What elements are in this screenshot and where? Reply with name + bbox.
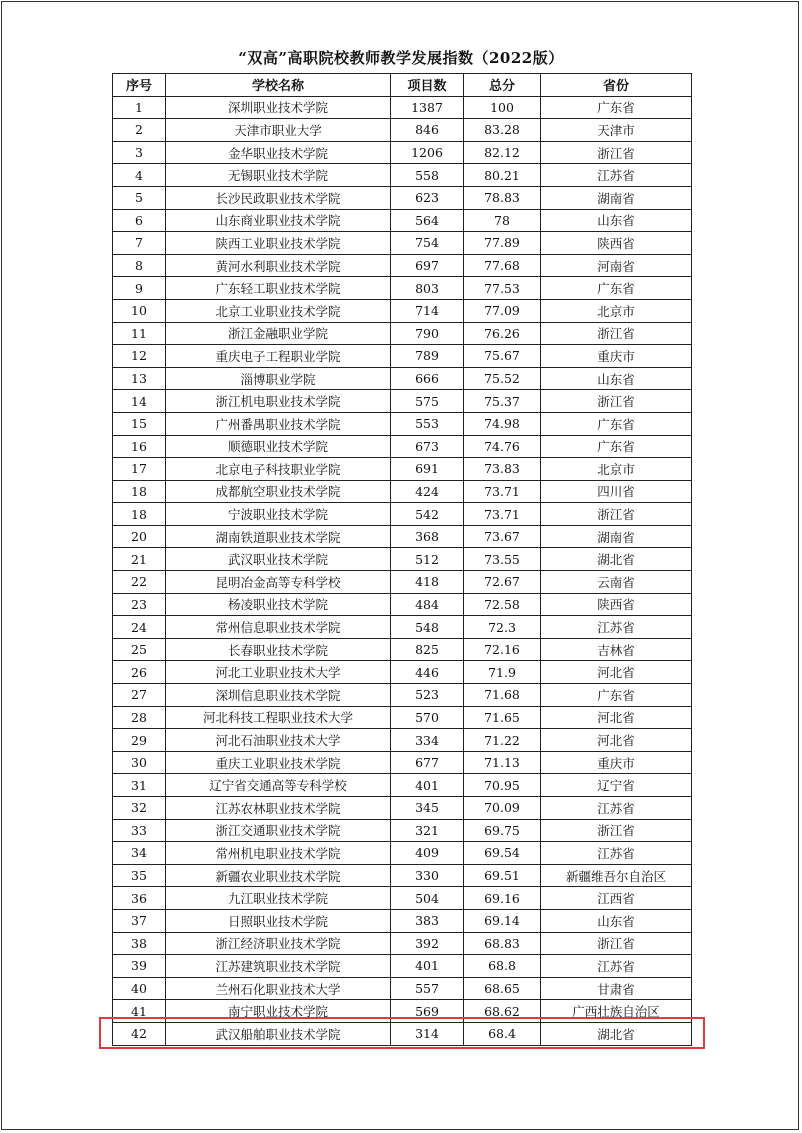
cell-province: 山东省 bbox=[541, 909, 692, 932]
cell-school-name: 广东轻工职业技术学院 bbox=[166, 277, 391, 300]
cell-project-count: 557 bbox=[391, 977, 464, 1000]
header-project-count: 项目数 bbox=[391, 74, 464, 97]
cell-province: 广东省 bbox=[541, 277, 692, 300]
cell-rank: 14 bbox=[113, 390, 166, 413]
table-row bbox=[113, 1022, 692, 1045]
table-row bbox=[113, 299, 692, 322]
cell-total-score: 82.12 bbox=[464, 141, 541, 164]
cell-rank: 25 bbox=[113, 638, 166, 661]
cell-project-count: 383 bbox=[391, 909, 464, 932]
cell-rank: 36 bbox=[113, 887, 166, 910]
cell-project-count: 321 bbox=[391, 819, 464, 842]
table-row bbox=[113, 548, 692, 571]
cell-school-name: 浙江交通职业技术学院 bbox=[166, 819, 391, 842]
table-row bbox=[113, 751, 692, 774]
cell-total-score: 72.16 bbox=[464, 638, 541, 661]
cell-school-name: 北京工业职业技术学院 bbox=[166, 299, 391, 322]
cell-total-score: 73.71 bbox=[464, 503, 541, 526]
cell-school-name: 天津市职业大学 bbox=[166, 119, 391, 142]
table-row bbox=[113, 141, 692, 164]
cell-school-name: 日照职业技术学院 bbox=[166, 909, 391, 932]
cell-school-name: 重庆电子工程职业学院 bbox=[166, 345, 391, 368]
table-row bbox=[113, 458, 692, 481]
cell-province: 辽宁省 bbox=[541, 774, 692, 797]
cell-rank: 22 bbox=[113, 571, 166, 594]
cell-province: 天津市 bbox=[541, 119, 692, 142]
cell-province: 广东省 bbox=[541, 96, 692, 119]
cell-rank: 34 bbox=[113, 842, 166, 865]
cell-school-name: 新疆农业职业技术学院 bbox=[166, 864, 391, 887]
cell-rank: 41 bbox=[113, 1000, 166, 1023]
cell-total-score: 72.58 bbox=[464, 593, 541, 616]
cell-province: 江苏省 bbox=[541, 616, 692, 639]
table-row bbox=[113, 797, 692, 820]
cell-rank: 20 bbox=[113, 525, 166, 548]
cell-rank: 24 bbox=[113, 616, 166, 639]
table-row bbox=[113, 638, 692, 661]
cell-total-score: 71.68 bbox=[464, 684, 541, 707]
cell-school-name: 九江职业技术学院 bbox=[166, 887, 391, 910]
cell-province: 北京市 bbox=[541, 299, 692, 322]
cell-school-name: 山东商业职业技术学院 bbox=[166, 209, 391, 232]
cell-project-count: 548 bbox=[391, 616, 464, 639]
cell-school-name: 江苏农林职业技术学院 bbox=[166, 797, 391, 820]
cell-rank: 5 bbox=[113, 186, 166, 209]
table-row bbox=[113, 209, 692, 232]
cell-school-name: 杨凌职业技术学院 bbox=[166, 593, 391, 616]
table-row bbox=[113, 96, 692, 119]
cell-school-name: 陕西工业职业技术学院 bbox=[166, 232, 391, 255]
cell-rank: 3 bbox=[113, 141, 166, 164]
table-row bbox=[113, 480, 692, 503]
cell-rank: 13 bbox=[113, 367, 166, 390]
cell-total-score: 68.4 bbox=[464, 1022, 541, 1045]
cell-project-count: 424 bbox=[391, 480, 464, 503]
cell-project-count: 558 bbox=[391, 164, 464, 187]
table-row bbox=[113, 955, 692, 978]
table-row bbox=[113, 616, 692, 639]
cell-rank: 29 bbox=[113, 729, 166, 752]
cell-rank: 18 bbox=[113, 480, 166, 503]
document-title: “双高”高职院校教师教学发展指数（2022版） bbox=[238, 49, 564, 67]
cell-project-count: 345 bbox=[391, 797, 464, 820]
cell-rank: 33 bbox=[113, 819, 166, 842]
table-row bbox=[113, 593, 692, 616]
cell-province: 广西壮族自治区 bbox=[541, 1000, 692, 1023]
cell-province: 河北省 bbox=[541, 706, 692, 729]
cell-province: 河南省 bbox=[541, 254, 692, 277]
cell-rank: 2 bbox=[113, 119, 166, 142]
header-school-name: 学校名称 bbox=[166, 74, 391, 97]
cell-rank: 38 bbox=[113, 932, 166, 955]
cell-school-name: 无锡职业技术学院 bbox=[166, 164, 391, 187]
cell-total-score: 78.83 bbox=[464, 186, 541, 209]
table-row bbox=[113, 774, 692, 797]
cell-project-count: 803 bbox=[391, 277, 464, 300]
cell-total-score: 72.3 bbox=[464, 616, 541, 639]
cell-school-name: 常州机电职业技术学院 bbox=[166, 842, 391, 865]
cell-province: 吉林省 bbox=[541, 638, 692, 661]
cell-school-name: 江苏建筑职业技术学院 bbox=[166, 955, 391, 978]
cell-project-count: 569 bbox=[391, 1000, 464, 1023]
cell-province: 江苏省 bbox=[541, 164, 692, 187]
cell-total-score: 73.83 bbox=[464, 458, 541, 481]
table-row bbox=[113, 232, 692, 255]
table-row bbox=[113, 909, 692, 932]
cell-project-count: 666 bbox=[391, 367, 464, 390]
cell-rank: 39 bbox=[113, 955, 166, 978]
cell-province: 浙江省 bbox=[541, 819, 692, 842]
cell-school-name: 淄博职业学院 bbox=[166, 367, 391, 390]
cell-total-score: 73.67 bbox=[464, 525, 541, 548]
cell-total-score: 80.21 bbox=[464, 164, 541, 187]
table-row bbox=[113, 412, 692, 435]
cell-project-count: 575 bbox=[391, 390, 464, 413]
ranking-table bbox=[112, 73, 692, 1046]
cell-total-score: 68.83 bbox=[464, 932, 541, 955]
table-row bbox=[113, 571, 692, 594]
table-row bbox=[113, 1000, 692, 1023]
cell-total-score: 71.22 bbox=[464, 729, 541, 752]
cell-total-score: 69.14 bbox=[464, 909, 541, 932]
cell-project-count: 368 bbox=[391, 525, 464, 548]
cell-total-score: 68.65 bbox=[464, 977, 541, 1000]
cell-school-name: 深圳职业技术学院 bbox=[166, 96, 391, 119]
cell-school-name: 深圳信息职业技术学院 bbox=[166, 684, 391, 707]
cell-project-count: 334 bbox=[391, 729, 464, 752]
cell-total-score: 78 bbox=[464, 209, 541, 232]
cell-project-count: 789 bbox=[391, 345, 464, 368]
cell-total-score: 68.62 bbox=[464, 1000, 541, 1023]
cell-total-score: 73.71 bbox=[464, 480, 541, 503]
cell-province: 云南省 bbox=[541, 571, 692, 594]
cell-total-score: 75.37 bbox=[464, 390, 541, 413]
table-row bbox=[113, 525, 692, 548]
cell-school-name: 湖南铁道职业技术学院 bbox=[166, 525, 391, 548]
table-row bbox=[113, 503, 692, 526]
table-row bbox=[113, 887, 692, 910]
cell-rank: 42 bbox=[113, 1022, 166, 1045]
cell-project-count: 691 bbox=[391, 458, 464, 481]
cell-project-count: 673 bbox=[391, 435, 464, 458]
cell-rank: 10 bbox=[113, 299, 166, 322]
cell-project-count: 564 bbox=[391, 209, 464, 232]
cell-province: 陕西省 bbox=[541, 232, 692, 255]
cell-school-name: 长沙民政职业技术学院 bbox=[166, 186, 391, 209]
table-row bbox=[113, 322, 692, 345]
cell-school-name: 河北石油职业技术大学 bbox=[166, 729, 391, 752]
cell-total-score: 77.09 bbox=[464, 299, 541, 322]
cell-total-score: 100 bbox=[464, 96, 541, 119]
cell-school-name: 广州番禺职业技术学院 bbox=[166, 412, 391, 435]
cell-total-score: 69.51 bbox=[464, 864, 541, 887]
cell-province: 江苏省 bbox=[541, 842, 692, 865]
table-row bbox=[113, 277, 692, 300]
cell-rank: 26 bbox=[113, 661, 166, 684]
cell-project-count: 754 bbox=[391, 232, 464, 255]
table-row bbox=[113, 819, 692, 842]
cell-total-score: 68.8 bbox=[464, 955, 541, 978]
cell-project-count: 790 bbox=[391, 322, 464, 345]
cell-province: 北京市 bbox=[541, 458, 692, 481]
cell-project-count: 409 bbox=[391, 842, 464, 865]
cell-province: 山东省 bbox=[541, 367, 692, 390]
cell-school-name: 河北科技工程职业技术大学 bbox=[166, 706, 391, 729]
cell-project-count: 523 bbox=[391, 684, 464, 707]
cell-province: 广东省 bbox=[541, 684, 692, 707]
cell-project-count: 401 bbox=[391, 955, 464, 978]
cell-province: 陕西省 bbox=[541, 593, 692, 616]
cell-school-name: 宁波职业技术学院 bbox=[166, 503, 391, 526]
cell-rank: 31 bbox=[113, 774, 166, 797]
cell-school-name: 浙江机电职业技术学院 bbox=[166, 390, 391, 413]
cell-project-count: 418 bbox=[391, 571, 464, 594]
cell-total-score: 70.09 bbox=[464, 797, 541, 820]
table-row bbox=[113, 119, 692, 142]
table-row bbox=[113, 842, 692, 865]
cell-province: 湖南省 bbox=[541, 186, 692, 209]
cell-school-name: 河北工业职业技术大学 bbox=[166, 661, 391, 684]
cell-province: 新疆维吾尔自治区 bbox=[541, 864, 692, 887]
cell-total-score: 71.65 bbox=[464, 706, 541, 729]
cell-project-count: 542 bbox=[391, 503, 464, 526]
cell-project-count: 570 bbox=[391, 706, 464, 729]
table-row bbox=[113, 367, 692, 390]
cell-rank: 30 bbox=[113, 751, 166, 774]
cell-total-score: 83.28 bbox=[464, 119, 541, 142]
cell-rank: 12 bbox=[113, 345, 166, 368]
cell-province: 重庆市 bbox=[541, 751, 692, 774]
cell-school-name: 浙江经济职业技术学院 bbox=[166, 932, 391, 955]
cell-province: 江苏省 bbox=[541, 797, 692, 820]
cell-total-score: 75.67 bbox=[464, 345, 541, 368]
table-row bbox=[113, 254, 692, 277]
cell-province: 湖南省 bbox=[541, 525, 692, 548]
cell-rank: 9 bbox=[113, 277, 166, 300]
cell-school-name: 昆明冶金高等专科学校 bbox=[166, 571, 391, 594]
cell-school-name: 兰州石化职业技术大学 bbox=[166, 977, 391, 1000]
cell-rank: 6 bbox=[113, 209, 166, 232]
cell-project-count: 1206 bbox=[391, 141, 464, 164]
cell-total-score: 73.55 bbox=[464, 548, 541, 571]
cell-project-count: 314 bbox=[391, 1022, 464, 1045]
cell-rank: 4 bbox=[113, 164, 166, 187]
table-row bbox=[113, 864, 692, 887]
cell-project-count: 446 bbox=[391, 661, 464, 684]
cell-total-score: 77.89 bbox=[464, 232, 541, 255]
cell-school-name: 顺德职业技术学院 bbox=[166, 435, 391, 458]
cell-rank: 40 bbox=[113, 977, 166, 1000]
cell-province: 湖北省 bbox=[541, 1022, 692, 1045]
cell-rank: 28 bbox=[113, 706, 166, 729]
cell-project-count: 484 bbox=[391, 593, 464, 616]
cell-total-score: 72.67 bbox=[464, 571, 541, 594]
cell-province: 浙江省 bbox=[541, 322, 692, 345]
cell-total-score: 75.52 bbox=[464, 367, 541, 390]
cell-rank: 11 bbox=[113, 322, 166, 345]
table-header-row bbox=[113, 74, 692, 97]
header-province: 省份 bbox=[541, 74, 692, 97]
cell-project-count: 392 bbox=[391, 932, 464, 955]
cell-total-score: 71.13 bbox=[464, 751, 541, 774]
cell-total-score: 77.53 bbox=[464, 277, 541, 300]
cell-rank: 18 bbox=[113, 503, 166, 526]
cell-province: 河北省 bbox=[541, 729, 692, 752]
cell-school-name: 成都航空职业技术学院 bbox=[166, 480, 391, 503]
cell-school-name: 武汉职业技术学院 bbox=[166, 548, 391, 571]
cell-province: 四川省 bbox=[541, 480, 692, 503]
cell-project-count: 504 bbox=[391, 887, 464, 910]
cell-total-score: 69.54 bbox=[464, 842, 541, 865]
table-row bbox=[113, 164, 692, 187]
cell-province: 山东省 bbox=[541, 209, 692, 232]
cell-rank: 7 bbox=[113, 232, 166, 255]
cell-project-count: 846 bbox=[391, 119, 464, 142]
header-rank: 序号 bbox=[113, 74, 166, 97]
table-row bbox=[113, 186, 692, 209]
cell-rank: 8 bbox=[113, 254, 166, 277]
cell-project-count: 677 bbox=[391, 751, 464, 774]
cell-school-name: 金华职业技术学院 bbox=[166, 141, 391, 164]
cell-rank: 16 bbox=[113, 435, 166, 458]
header-total-score: 总分 bbox=[464, 74, 541, 97]
cell-rank: 17 bbox=[113, 458, 166, 481]
cell-project-count: 1387 bbox=[391, 96, 464, 119]
cell-total-score: 76.26 bbox=[464, 322, 541, 345]
table-row bbox=[113, 345, 692, 368]
cell-project-count: 512 bbox=[391, 548, 464, 571]
table-row bbox=[113, 729, 692, 752]
cell-school-name: 辽宁省交通高等专科学校 bbox=[166, 774, 391, 797]
cell-rank: 1 bbox=[113, 96, 166, 119]
cell-rank: 21 bbox=[113, 548, 166, 571]
cell-rank: 23 bbox=[113, 593, 166, 616]
cell-total-score: 69.16 bbox=[464, 887, 541, 910]
cell-province: 广东省 bbox=[541, 435, 692, 458]
cell-province: 河北省 bbox=[541, 661, 692, 684]
cell-project-count: 330 bbox=[391, 864, 464, 887]
cell-total-score: 70.95 bbox=[464, 774, 541, 797]
cell-rank: 32 bbox=[113, 797, 166, 820]
cell-province: 湖北省 bbox=[541, 548, 692, 571]
cell-rank: 27 bbox=[113, 684, 166, 707]
table-row-highlighted bbox=[113, 977, 692, 1000]
cell-project-count: 825 bbox=[391, 638, 464, 661]
cell-rank: 35 bbox=[113, 864, 166, 887]
cell-project-count: 697 bbox=[391, 254, 464, 277]
cell-school-name: 武汉船舶职业技术学院 bbox=[166, 1022, 391, 1045]
cell-project-count: 714 bbox=[391, 299, 464, 322]
cell-province: 江西省 bbox=[541, 887, 692, 910]
table-row bbox=[113, 390, 692, 413]
cell-total-score: 69.75 bbox=[464, 819, 541, 842]
cell-province: 浙江省 bbox=[541, 503, 692, 526]
cell-province: 重庆市 bbox=[541, 345, 692, 368]
cell-project-count: 623 bbox=[391, 186, 464, 209]
cell-province: 广东省 bbox=[541, 412, 692, 435]
cell-school-name: 黄河水利职业技术学院 bbox=[166, 254, 391, 277]
cell-province: 浙江省 bbox=[541, 932, 692, 955]
cell-province: 浙江省 bbox=[541, 390, 692, 413]
cell-total-score: 74.76 bbox=[464, 435, 541, 458]
cell-school-name: 长春职业技术学院 bbox=[166, 638, 391, 661]
table-row bbox=[113, 932, 692, 955]
cell-project-count: 553 bbox=[391, 412, 464, 435]
cell-school-name: 常州信息职业技术学院 bbox=[166, 616, 391, 639]
table-row bbox=[113, 706, 692, 729]
cell-total-score: 74.98 bbox=[464, 412, 541, 435]
cell-total-score: 77.68 bbox=[464, 254, 541, 277]
cell-total-score: 71.9 bbox=[464, 661, 541, 684]
cell-school-name: 重庆工业职业技术学院 bbox=[166, 751, 391, 774]
cell-school-name: 北京电子科技职业学院 bbox=[166, 458, 391, 481]
table-row bbox=[113, 684, 692, 707]
cell-project-count: 401 bbox=[391, 774, 464, 797]
table-row bbox=[113, 661, 692, 684]
cell-rank: 15 bbox=[113, 412, 166, 435]
table-row bbox=[113, 435, 692, 458]
cell-rank: 37 bbox=[113, 909, 166, 932]
cell-province: 江苏省 bbox=[541, 955, 692, 978]
cell-province: 浙江省 bbox=[541, 141, 692, 164]
cell-school-name: 浙江金融职业学院 bbox=[166, 322, 391, 345]
cell-province: 甘肃省 bbox=[541, 977, 692, 1000]
cell-school-name: 南宁职业技术学院 bbox=[166, 1000, 391, 1023]
